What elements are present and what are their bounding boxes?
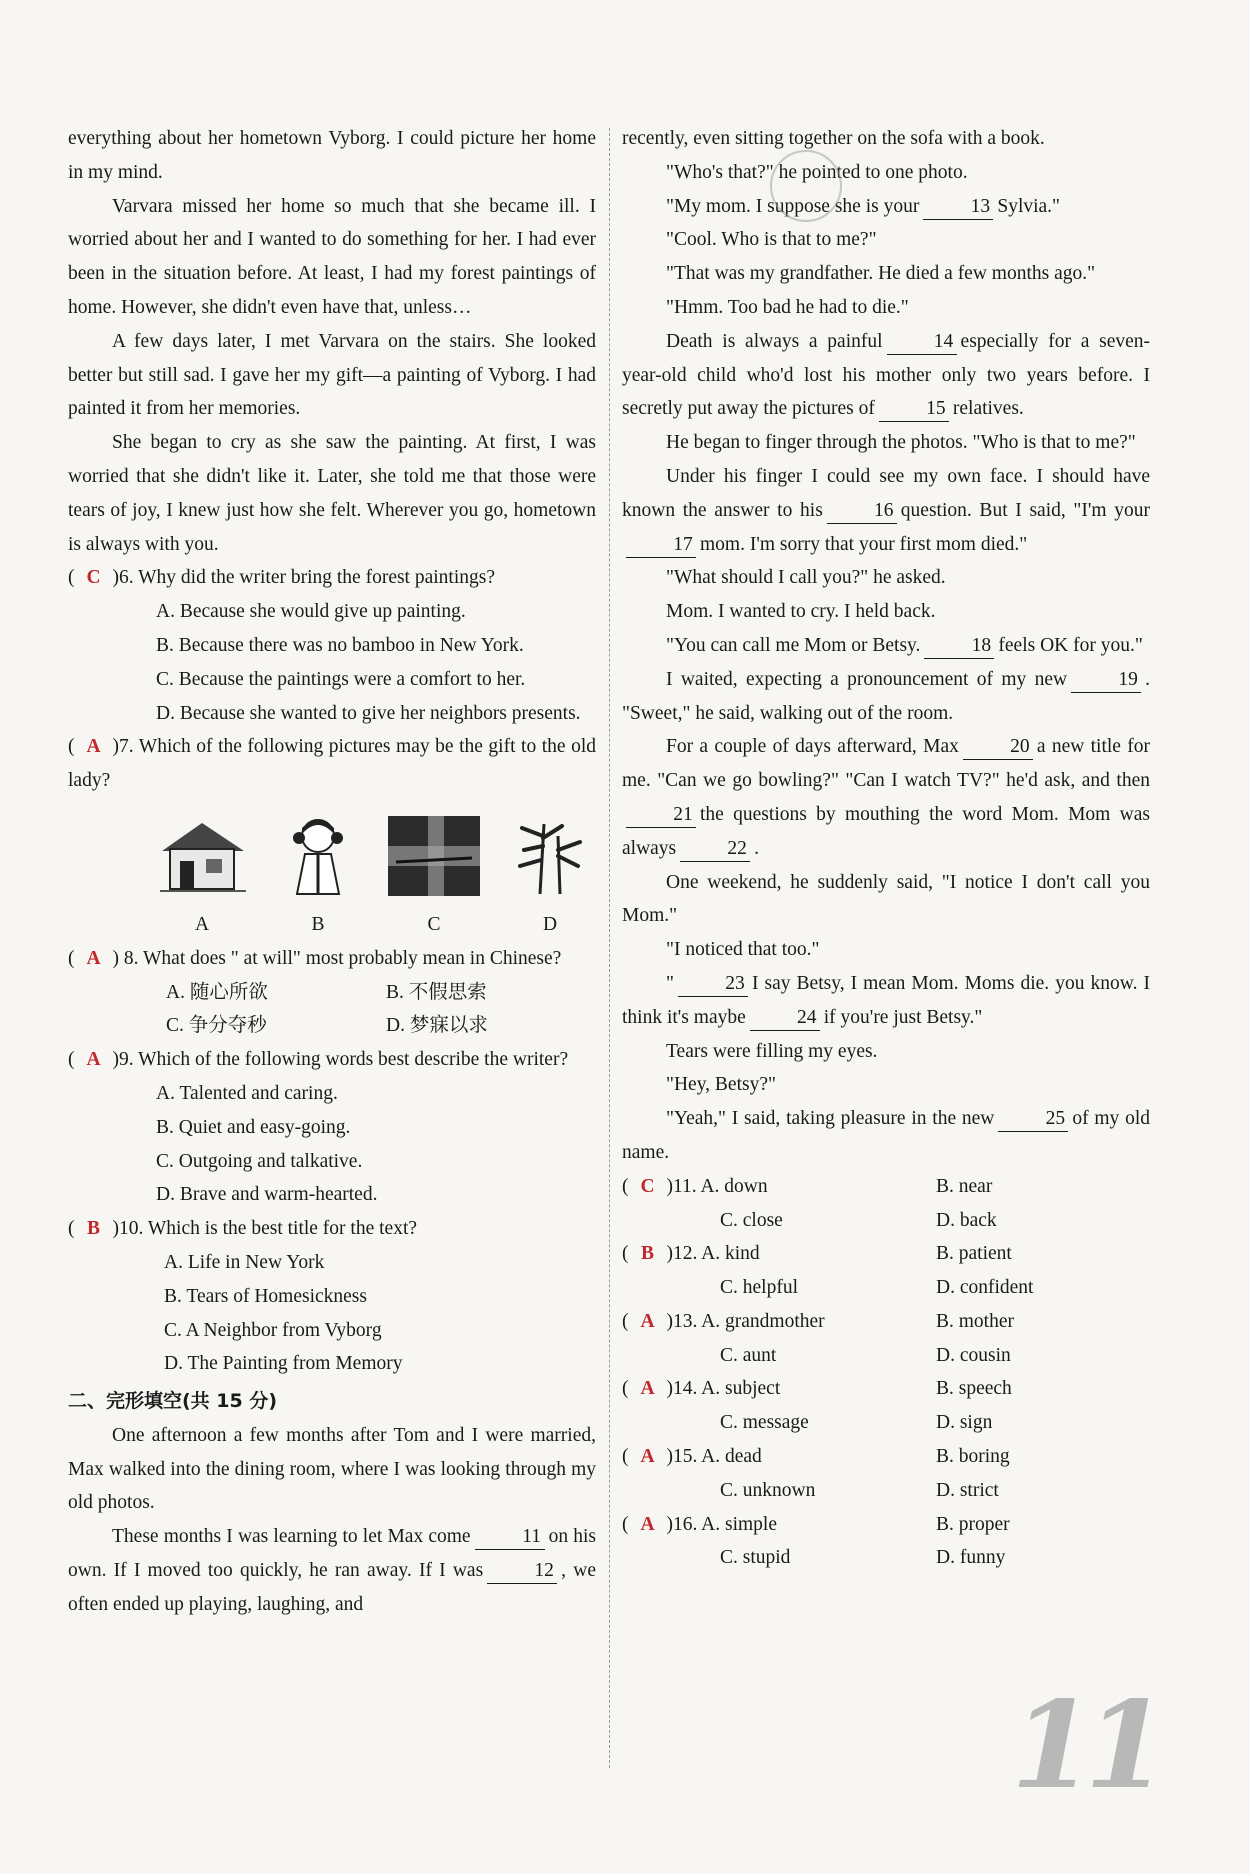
paragraph	[622, 190, 1150, 224]
option: A. Talented and caring.	[156, 1082, 338, 1104]
cloze-item-14: ( A )14. A. subject B. speech	[622, 1372, 1150, 1406]
cloze-item-15: ( A )15. A. dead B. boring	[622, 1440, 1150, 1474]
question-9	[68, 1043, 596, 1212]
text: mom. I'm sorry that your first mom died."	[700, 533, 1028, 555]
option: )12. A. kind	[666, 1243, 760, 1265]
cloze-item-16: ( A )16. A. simple B. proper	[622, 1508, 1150, 1542]
answer-mark: A	[640, 1378, 655, 1400]
answer-mark: A	[640, 1513, 655, 1535]
blank-15: 15	[879, 397, 949, 422]
option: D. back	[936, 1209, 997, 1231]
dark-landscape-picture-icon	[388, 816, 480, 896]
paragraph: "I noticed that too."	[666, 939, 820, 961]
bamboo-picture-icon	[504, 816, 596, 896]
paragraph: She began to cry as she saw the painting. At first, I was worried that she didn't like it. Later, she told me that those were tears of joy, I knew just how she felt. Wherever you go, hometown is always with you.	[68, 432, 596, 555]
option: D. strict	[936, 1479, 999, 1501]
option: )14. A. subject	[666, 1378, 781, 1400]
text: . "Sweet," he said, walking out of the room.	[622, 668, 1150, 724]
text: the questions by mouthing the word Mom. Mom was always	[622, 803, 1150, 859]
paragraph: "What should I call you?" he asked.	[666, 567, 946, 589]
page-number: 11	[1011, 1675, 1158, 1816]
cloze-item-11-row2	[622, 1204, 1150, 1238]
text: "	[666, 972, 674, 994]
cloze-item-14-row2	[622, 1406, 1150, 1440]
cloze-item-16-row2	[622, 1541, 1150, 1575]
blank-24: 24	[750, 1006, 820, 1031]
blank-25: 25	[998, 1107, 1068, 1132]
paragraph: everything about her hometown Vyborg. I could picture her home in my mind.	[68, 128, 596, 183]
answer-mark: B	[86, 1218, 100, 1240]
cloze-options	[622, 1170, 1150, 1576]
paragraph: He began to finger through the photos. "Who is that to me?"	[666, 432, 1136, 454]
paren: (	[68, 947, 75, 969]
paren: (	[68, 736, 75, 758]
paragraph: Varvara missed her home so much that she became ill. I worried about her and I wanted to do something for her. I had ever been in the situation before. At least, I had my forest paintings of home. However, she didn't even have that, unless…	[68, 195, 596, 318]
text: .	[754, 837, 760, 859]
blank-19: 19	[1071, 668, 1141, 693]
answer-mark: C	[86, 567, 101, 589]
option: B. Because there was no bamboo in New York.	[156, 634, 524, 656]
question-text: )7. Which of the following pictures may be the gift to the old lady?	[68, 736, 596, 792]
question-6	[68, 561, 596, 730]
option: C. message	[720, 1412, 809, 1434]
picture-label: D	[542, 913, 558, 935]
stamp-seal-icon	[770, 150, 842, 222]
blank-11: 11	[475, 1525, 545, 1550]
cloze-item-11: ( C )11. A. down B. near	[622, 1170, 1150, 1204]
text: , we often ended up playing, laughing, and	[68, 1560, 596, 1615]
option: C. 争分夺秒	[166, 1015, 267, 1037]
question-7	[68, 730, 596, 941]
paren: (	[68, 567, 75, 589]
text: "Yeah," I said, taking pleasure in the new	[666, 1108, 995, 1130]
option: )11. A. down	[666, 1175, 768, 1197]
blank-23: 23	[678, 972, 748, 997]
option: C. Outgoing and talkative.	[156, 1150, 363, 1172]
text: of my old name.	[622, 1108, 1150, 1163]
option: B. 不假思索	[386, 981, 487, 1003]
house-picture-icon	[156, 816, 248, 896]
answer-mark: C	[640, 1175, 655, 1197]
paragraph: "Hmm. Too bad he had to die."	[666, 296, 909, 318]
blank-13: 13	[923, 195, 993, 220]
option: D. confident	[936, 1277, 1034, 1299]
paragraph	[68, 1520, 596, 1621]
option: C. aunt	[720, 1344, 777, 1366]
text: I say Betsy, I mean Mom. Moms die. you know. I think it's maybe	[622, 972, 1150, 1028]
text: "My mom. I suppose she is your	[666, 195, 920, 217]
question-text: )10. Which is the best title for the text?	[112, 1218, 418, 1240]
blank-14: 14	[887, 330, 957, 355]
option: )15. A. dead	[666, 1446, 762, 1468]
paren: (	[68, 1218, 75, 1240]
paragraph	[622, 629, 1150, 663]
paragraph: Tears were filling my eyes.	[666, 1040, 878, 1062]
blank-17: 17	[626, 533, 696, 558]
answer-mark: A	[640, 1446, 655, 1468]
paragraph	[622, 460, 1150, 561]
option: D. The Painting from Memory	[164, 1353, 403, 1375]
paragraph: "Who's that?" he pointed to one photo.	[666, 161, 968, 183]
option: C. A Neighbor from Vyborg	[164, 1319, 382, 1341]
right-column	[622, 122, 1150, 1575]
paragraph: One weekend, he suddenly said, "I notice I don't call you Mom."	[622, 871, 1150, 927]
left-column	[68, 122, 596, 1622]
cloze-item-15-row2	[622, 1474, 1150, 1508]
text: Sylvia."	[997, 195, 1061, 217]
paragraph: One afternoon a few months after Tom and I were married, Max walked into the dining room, where I was looking through my old photos.	[68, 1424, 596, 1514]
picture-label: C	[427, 913, 441, 935]
paragraph: recently, even sitting together on the sofa with a book.	[622, 128, 1045, 149]
text: if you're just Betsy."	[823, 1006, 983, 1028]
paragraph	[622, 1102, 1150, 1170]
question-text: )9. Which of the following words best describe the writer?	[112, 1049, 569, 1071]
column-divider	[609, 128, 610, 1768]
paragraph	[622, 967, 1150, 1035]
option: )13. A. grandmother	[666, 1310, 825, 1332]
picture-label: B	[311, 913, 325, 935]
paragraph: "Cool. Who is that to me?"	[666, 229, 877, 251]
section-heading: 二、完形填空(共 15 分)	[68, 1390, 278, 1413]
option: C. stupid	[720, 1547, 791, 1569]
answer-mark: A	[86, 736, 101, 758]
answer-mark: A	[86, 947, 101, 969]
answer-mark: B	[640, 1243, 654, 1265]
question-text: ) 8. What does " at will" most probably mean in Chinese?	[112, 947, 562, 969]
paragraph: "That was my grandfather. He died a few months ago."	[666, 263, 1096, 285]
blank-21: 21	[626, 803, 696, 828]
picture-labels	[156, 908, 596, 942]
option: B. speech	[936, 1378, 1012, 1400]
option: D. cousin	[936, 1344, 1011, 1366]
blank-12: 12	[487, 1559, 557, 1584]
girl-picture-icon	[272, 816, 364, 896]
question-8	[68, 942, 596, 1043]
option: A. Life in New York	[164, 1251, 325, 1273]
option: A. 随心所欲	[166, 981, 268, 1003]
paragraph: A few days later, I met Varvara on the stairs. She looked better but still sad. I gave her my gift—a painting of Vyborg. I had painted it from her memories.	[68, 330, 596, 420]
option: C. unknown	[720, 1479, 816, 1501]
paragraph	[622, 663, 1150, 731]
option: D. sign	[936, 1412, 993, 1434]
cloze-item-12: ( B )12. A. kind B. patient	[622, 1237, 1150, 1271]
text: especially for a seven-year-old child who'd lost his mother only two years before. I secretly put away the pictures of	[622, 330, 1150, 420]
option: C. Because the paintings were a comfort to her.	[156, 668, 526, 690]
cloze-item-13-row2	[622, 1339, 1150, 1373]
question-10	[68, 1212, 596, 1381]
question-text: )6. Why did the writer bring the forest paintings?	[112, 567, 496, 589]
text: question. But I said, "I'm your	[900, 499, 1150, 521]
option: D. 梦寐以求	[386, 1015, 488, 1037]
paren: (	[68, 1049, 75, 1071]
cloze-item-13: ( A )13. A. grandmother B. mother	[622, 1305, 1150, 1339]
option: B. Quiet and easy-going.	[156, 1116, 351, 1138]
text: on his own. If I moved too quickly, he ran away. If I was	[68, 1526, 596, 1582]
cloze-item-12-row2	[622, 1271, 1150, 1305]
paragraph: "Hey, Betsy?"	[666, 1074, 776, 1096]
paragraph	[622, 325, 1150, 426]
text: Death is always a painful	[666, 330, 883, 352]
blank-18: 18	[924, 634, 994, 659]
option: D. Because she wanted to give her neighbors presents.	[156, 702, 581, 724]
blank-20: 20	[963, 735, 1033, 760]
option: B. Tears of Homesickness	[164, 1285, 367, 1307]
text: "You can call me Mom or Betsy.	[666, 634, 921, 656]
option: D. Brave and warm-hearted.	[156, 1184, 378, 1206]
blank-22: 22	[680, 837, 750, 862]
text: For a couple of days afterward, Max	[666, 736, 959, 758]
blank-16: 16	[827, 499, 897, 524]
option: B. boring	[936, 1446, 1010, 1468]
picture-options	[156, 816, 596, 896]
answer-mark: A	[640, 1310, 655, 1332]
picture-label: A	[194, 913, 210, 935]
option: )16. A. simple	[666, 1513, 777, 1535]
text: relatives.	[952, 398, 1024, 420]
answer-mark: A	[86, 1049, 101, 1071]
option: A. Because she would give up painting.	[156, 601, 466, 623]
paragraph: Mom. I wanted to cry. I held back.	[666, 601, 936, 623]
option: B. proper	[936, 1513, 1010, 1535]
text: feels OK for you."	[998, 634, 1143, 656]
option: D. funny	[936, 1547, 1006, 1569]
option: B. patient	[936, 1243, 1012, 1265]
text: I waited, expecting a pronouncement of my new	[666, 668, 1068, 690]
text: Under his finger I could see my own face. I should have known the answer to his	[622, 465, 1150, 521]
option: B. near	[936, 1175, 993, 1197]
text: These months I was learning to let Max come	[112, 1526, 471, 1548]
option: C. helpful	[720, 1277, 798, 1299]
option: B. mother	[936, 1310, 1014, 1332]
option: C. close	[720, 1209, 783, 1231]
text: a new title for me. "Can we go bowling?" "Can I watch TV?" he'd ask, and then	[622, 736, 1150, 792]
paragraph	[622, 730, 1150, 865]
